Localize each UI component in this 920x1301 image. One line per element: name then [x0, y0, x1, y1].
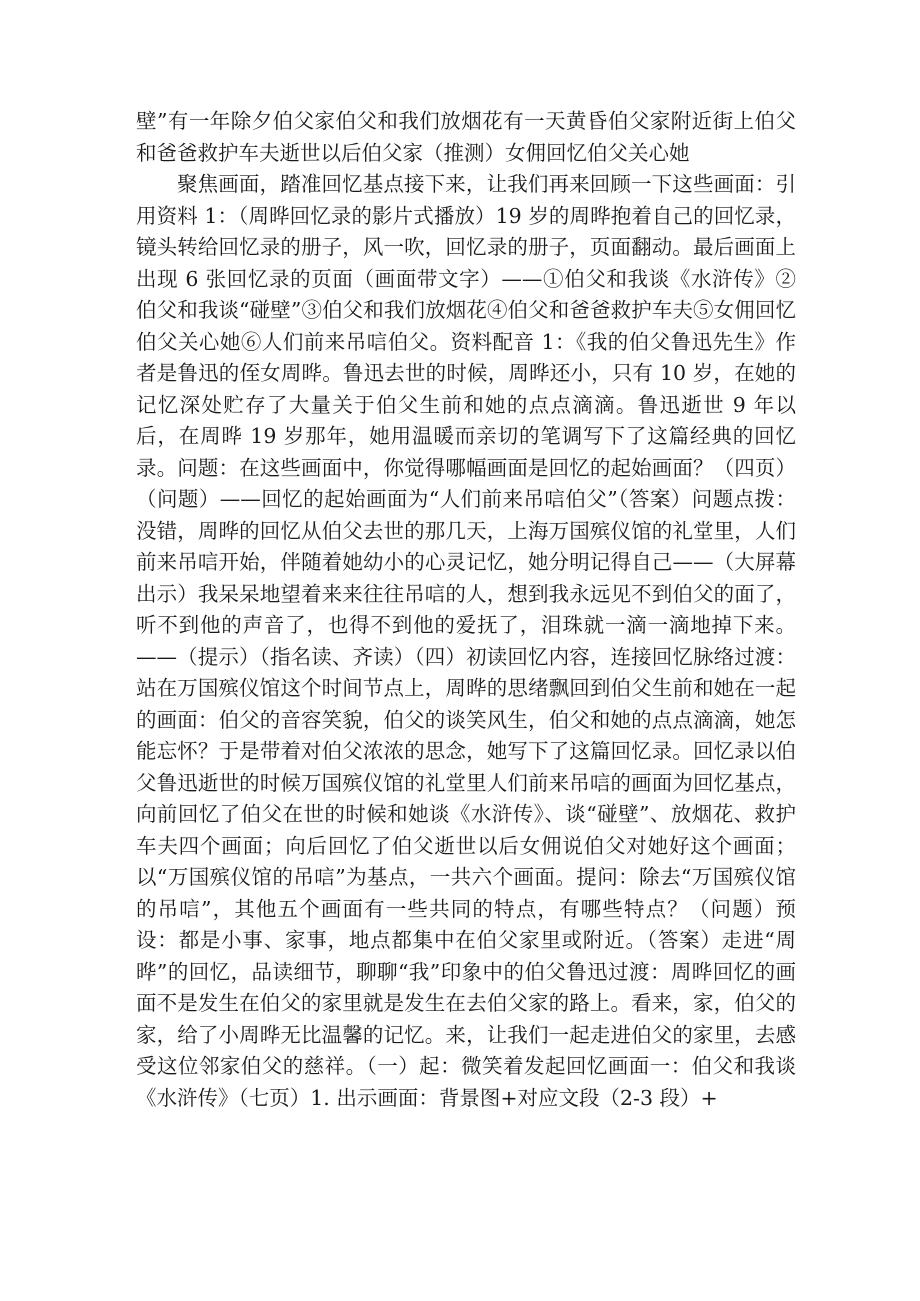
paragraph-continuation: 壁”有一年除夕伯父家伯父和我们放烟花有一天黄昏伯父家附近街上伯父和爸爸救护车夫逝世以后伯父家（推测）女佣回忆伯父关心她 — [136, 109, 796, 165]
document-page — [136, 106, 796, 1114]
paragraph-body: 聚焦画面，踏准回忆基点接下来，让我们再来回顾一下这些画面：引用资料 1：（周晔回忆录的影片式播放）19 岁的周晔抱着自己的回忆录，镜头转给回忆录的册子，风一吹，回忆录的册子，页面翻动。最后画面上出现 6 张回忆录的页面（画面带文字）——①伯父和我谈《水浒传》②伯父和我谈“碰壁”③伯父和我们放烟花④伯父和爸爸救护车夫⑤女佣回忆伯父关心她⑥人们前来吊唁伯父。资料配音 1：《我的伯父鲁迅先生》作者是鲁迅的侄女周晔。鲁迅去世的时候，周晔还小，只有 10 岁，在她的记忆深处贮存了大量关于伯父生前和她的点点滴滴。鲁迅逝世 9 年以后，在周晔 19 岁那年，她用温暖而亲切的笔调写下了这篇经典的回忆录。问题：在这些画面中，你觉得哪幅画面是回忆的起始画面？（四页）（问题）——回忆的起始画面为“人们前来吊唁伯父”（答案）问题点拨：没错，周晔的回忆从伯父去世的那几天，上海万国殡仪馆的礼堂里，人们前来吊唁开始，伴随着她幼小的心灵记忆，她分明记得自己——（大屏幕出示）我呆呆地望着来来往往吊唁的人，想到我永远见不到伯父的面了，听不到他的声音了，也得不到他的爱抚了，泪珠就一滴一滴地掉下来。——（提示）（指名读、齐读）（四）初读回忆内容，连接回忆脉络过渡：站在万国殡仪馆这个时间节点上，周晔的思绪飘回到伯父生前和她在一起的画面：伯父的音容笑貌，伯父的谈笑风生，伯父和她的点点滴滴，她怎能忘怀？于是带着对伯父浓浓的思念，她写下了这篇回忆录。回忆录以伯父鲁迅逝世的时候万国殡仪馆的礼堂里人们前来吊唁的画面为回忆基点，向前回忆了伯父在世的时候和她谈《水浒传》、谈“碰壁”、放烟花、救护车夫四个画面；向后回忆了伯父逝世以后女佣说伯父对她好这个画面；以“万国殡仪馆的吊唁”为基点，一共六个画面。提问：除去“万国殡仪馆的吊唁”，其他五个画面有一些共同的特点，有哪些特点？（问题）预设：都是小事、家事，地点都集中在伯父家里或附近。（答案）走进“周晔”的回忆，品读细节，聊聊“我”印象中的伯父鲁迅过渡：周晔回忆的画面不是发生在伯父的家里就是发生在去伯父家的路上。看来，家，伯父的家，给了小周晔无比温馨的记忆。来，让我们一起走进伯父的家里，去感受这位邻家伯父的慈祥。（一）起：微笑着发起回忆画面一：伯父和我谈《水浒传》（七页）1. 出示画面：背景图+对应文段（2-3 段）+ — [136, 172, 796, 1110]
